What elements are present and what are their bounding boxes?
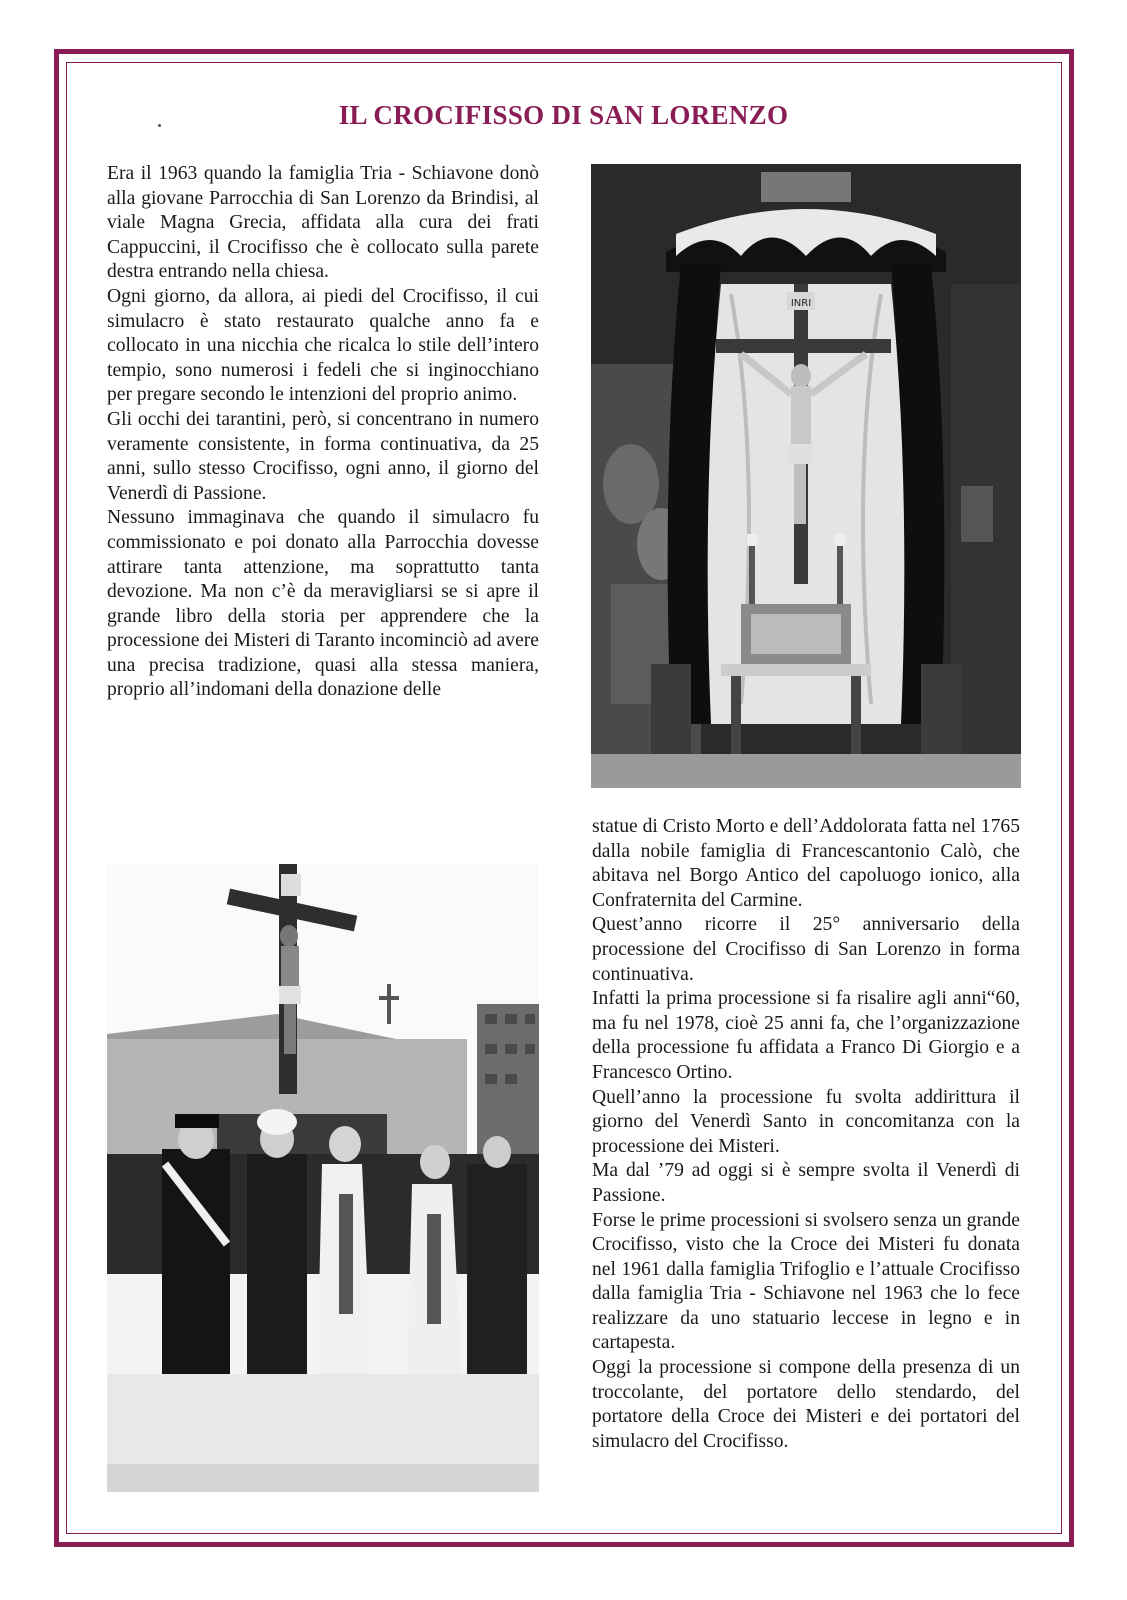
left-paragraph-4: Nessuno immaginava che quando il simulacro fu commissionato e poi donato alla Parrocchia dovesse attirare tanta attenzione, ma soprattutto tanta devozione. Ma non c’è da meravigliarsi se si apre il grande libro della storia per apprendere che la processione dei Misteri di Taranto incominciò ad avere una precisa tradizione, quasi alla stessa maniera, proprio all’indomani della donazione delle	[107, 507, 539, 701]
article-title: IL CROCIFISSO DI SAN LORENZO	[338, 100, 789, 130]
titulus-label: INRI	[790, 298, 812, 309]
right-paragraph-2: Quest’anno ricorre il 25° anniversario della processione del Crocifisso di San Lorenzo in forma continuativa.	[592, 914, 1020, 985]
left-paragraph-3: Gli occhi dei tarantini, però, si concentrano in numero veramente consistente, in forma continuativa, da 25 anni, sullo stesso Crocifisso, ogni anno, il giorno del Venerdì di Passione.	[107, 408, 539, 504]
left-paragraph-1: Era il 1963 quando la famiglia Tria - Schiavone donò alla giovane Parrocchia di San Lorenzo da Brindisi, al viale Magna Grecia, affidata alla cura dei frati Cappuccini, il Crocifisso che è collocato sulla parete destra entrando nella chiesa.	[107, 163, 539, 283]
right-column	[592, 815, 1020, 1454]
crucifix-altar-photo	[591, 164, 1021, 788]
right-paragraph-7: Oggi la processione si compone della presenza di un troccolante, del portatore dello stendardo, del portatore della Croce dei Misteri e dei portatori del simulacro del Crocifisso.	[592, 1357, 1020, 1452]
left-paragraph-2: Ogni giorno, da allora, ai piedi del Crocifisso, il cui simulacro è stato restaurato qualche anno fa e collocato in una nicchia che ricalca lo stile dell’intero tempio, sono numerosi i fedeli che si inginocchiano per pregare secondo le intenzioni del proprio animo.	[107, 285, 539, 406]
left-column	[107, 162, 539, 703]
right-paragraph-6: Forse le prime processioni si svolsero senza un grande Crocifisso, visto che la Croce dei Misteri fu donata nel 1961 dalla famiglia Trifoglio e l’attuale Crocifisso dalla famiglia Tria - Schiavone nel 1963 che lo fece realizzare da uno statuario leccese in legno e in cartapesta.	[592, 1209, 1020, 1354]
right-paragraph-5: Ma dal ’79 ad oggi si è sempre svolta il Venerdì di Passione.	[592, 1160, 1020, 1206]
right-paragraph-4: Quell’anno la processione fu svolta addirittura il giorno del Venerdì Santo in concomitanza con la processione dei Misteri.	[592, 1086, 1020, 1157]
procession-photo	[107, 864, 539, 1492]
right-paragraph-3: Infatti la prima processione si fa risalire agli anni“60, ma fu nel 1978, cioè 25 anni fa, che l’organizzazione della processione fu affidata a Franco Di Giorgio e a Francesco Ortino.	[592, 988, 1020, 1083]
right-paragraph-1: statue di Cristo Morto e dell’Addolorata fatta nel 1765 dalla nobile famiglia di Francescantonio Calò, che abitava nel Borgo Antico del capoluogo ionico, alla Confraternita del Carmine.	[592, 816, 1020, 911]
